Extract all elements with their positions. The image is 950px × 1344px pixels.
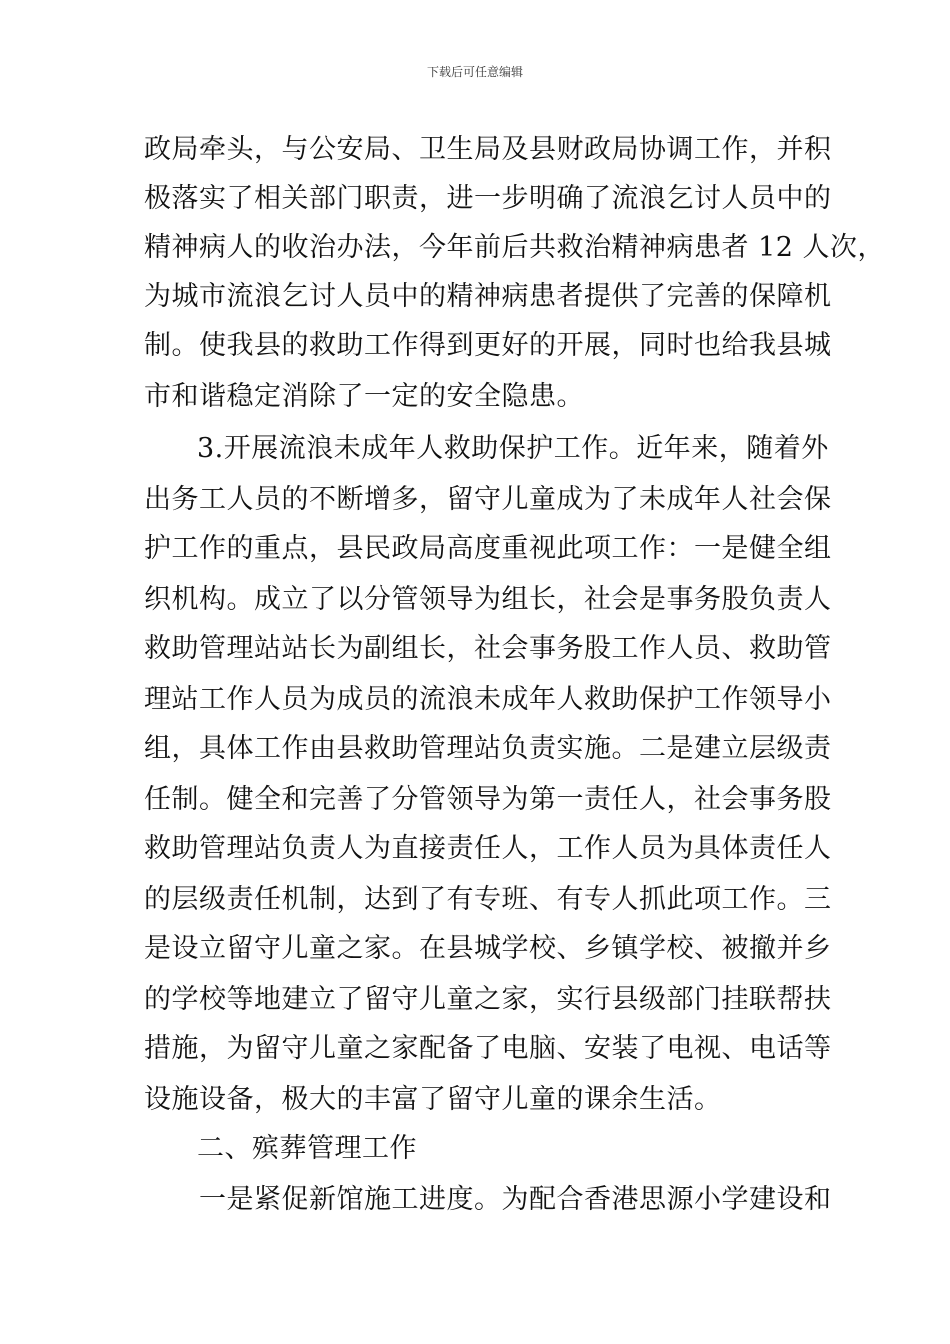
text-line: 救助管理站负责人为直接责任人，工作人员为具体责任人 xyxy=(144,833,832,864)
paragraph-first-line: 一是紧促新馆施工进度。为配合香港思源小学建设和 xyxy=(199,1184,832,1215)
text-line: 的层级责任机制，达到了有专班、有专人抓此项工作。三 xyxy=(144,884,832,915)
text-line: 任制。健全和完善了分管领导为第一责任人，社会事务股 xyxy=(144,784,832,815)
text-line: 是设立留守儿童之家。在县城学校、乡镇学校、被撤并乡 xyxy=(144,933,832,964)
section-heading: 二、殡葬管理工作 xyxy=(197,1133,417,1164)
text-line: 政局牵头，与公安局、卫生局及县财政局协调工作，并积 xyxy=(144,134,832,165)
text-line: 救助管理站站长为副组长，社会事务股工作人员、救助管 xyxy=(144,633,832,664)
text-line: 精神病人的收治办法，今年前后共救治精神病患者 12 人次， xyxy=(144,232,886,263)
text-line: 制。使我县的救助工作得到更好的开展，同时也给我县城 xyxy=(144,330,832,361)
text-line: 为城市流浪乞讨人员中的精神病患者提供了完善的保障机 xyxy=(144,281,832,312)
text-line: 的学校等地建立了留守儿童之家，实行县级部门挂联帮扶 xyxy=(144,984,832,1015)
text-line: 极落实了相关部门职责，进一步明确了流浪乞讨人员中的 xyxy=(144,183,832,214)
text-line: 出务工人员的不断增多，留守儿童成为了未成年人社会保 xyxy=(144,484,832,515)
paragraph-first-line: 3.开展流浪未成年人救助保护工作。近年来，随着外 xyxy=(197,433,829,464)
text-line: 织机构。成立了以分管领导为组长，社会是事务股负责人 xyxy=(144,584,832,615)
text-line: 市和谐稳定消除了一定的安全隐患。 xyxy=(144,381,584,412)
text-line: 护工作的重点，县民政局高度重视此项工作：一是健全组 xyxy=(144,533,832,564)
page-header: 下载后可任意编辑 xyxy=(426,65,523,79)
text-line: 理站工作人员为成员的流浪未成年人救助保护工作领导小 xyxy=(144,684,832,715)
text-line: 措施，为留守儿童之家配备了电脑、安装了电视、电话等 xyxy=(144,1033,832,1064)
text-line: 设施设备，极大的丰富了留守儿童的课余生活。 xyxy=(144,1084,722,1115)
text-line: 组，具体工作由县救助管理站负责实施。二是建立层级责 xyxy=(144,733,832,764)
